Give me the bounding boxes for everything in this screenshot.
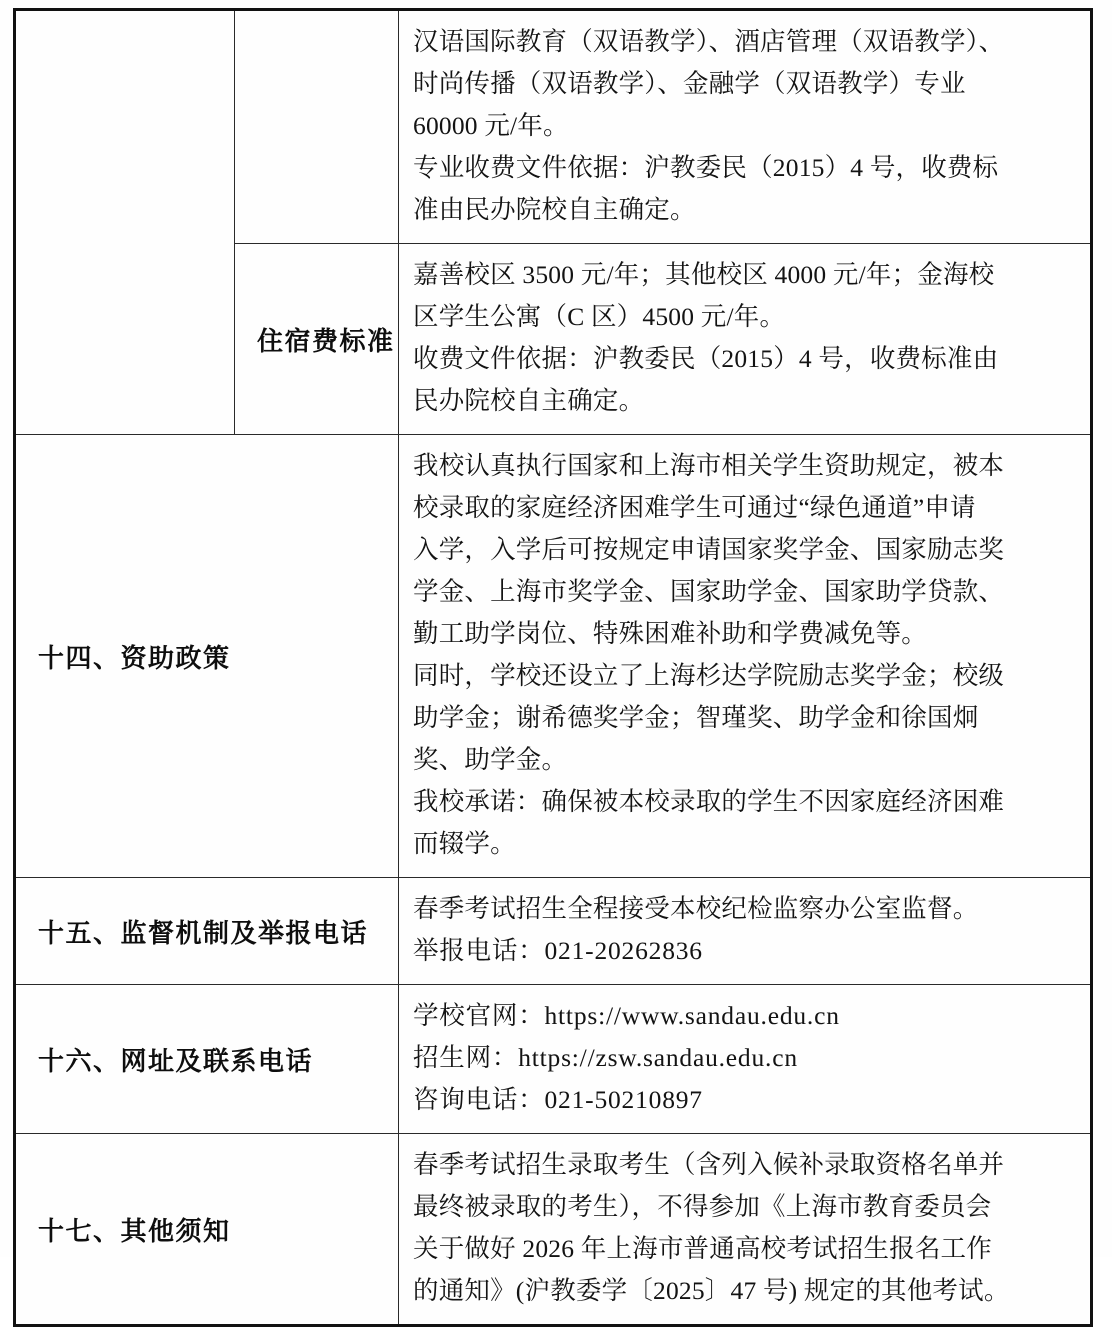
row-body-cell-financial-aid: [399, 435, 1092, 878]
row-sublabel-cell-dormitory: [235, 244, 399, 435]
row-body-cell-supervision: [399, 878, 1092, 985]
row-body-text-tuition: [399, 11, 1090, 243]
body-line: 春季考试招生录取考生（含列入候补录取资格名单并: [413, 1150, 1005, 1179]
row-body-text-dormitory: [399, 244, 1090, 434]
row-body-text-supervision: [399, 878, 1090, 984]
row-label-empty: [16, 11, 234, 27]
body-line: 时尚传播（双语教学）、金融学（双语教学）专业: [413, 69, 966, 98]
body-line: 汉语国际教育（双语教学）、酒店管理（双语教学）、: [413, 27, 1005, 56]
row-label-cell-other-notice: [15, 1134, 399, 1326]
table-row: [15, 435, 1092, 878]
row-label-other-notice: 十七、其他须知: [38, 1216, 231, 1246]
table-row: [15, 878, 1092, 985]
body-line-official-site: 学校官网：https://www.sandau.edu.cn: [413, 1001, 840, 1030]
body-line-report-phone: 举报电话：021-20262836: [413, 936, 703, 965]
body-line: 关于做好 2026 年上海市普通高校考试招生报名工作: [413, 1234, 992, 1263]
body-line: 专业收费文件依据：沪教委民（2015）4 号，收费标: [413, 153, 999, 182]
admissions-info-table: [13, 8, 1093, 1327]
row-body-text-other-notice: [399, 1134, 1090, 1324]
body-line: 校录取的家庭经济困难学生可通过“绿色通道”申请: [413, 493, 976, 522]
body-line: 嘉善校区 3500 元/年；其他校区 4000 元/年；金海校: [413, 260, 995, 289]
body-line: 勤工助学岗位、特殊困难补助和学费减免等。: [413, 619, 928, 648]
table-row: [15, 985, 1092, 1134]
row-body-cell-tuition: [399, 10, 1092, 244]
row-label-cell-financial-aid: [15, 435, 399, 878]
body-line: 的通知》(沪教委学〔2025〕47 号) 规定的其他考试。: [413, 1276, 1010, 1305]
table-row: [15, 10, 1092, 244]
body-line: 我校认真执行国家和上海市相关学生资助规定，被本: [413, 451, 1005, 480]
body-line: 准由民办院校自主确定。: [413, 195, 696, 224]
row-sublabel-empty: [235, 11, 398, 27]
row-body-text-financial-aid: [399, 435, 1090, 877]
body-line: 而辍学。: [413, 829, 516, 858]
body-line-admissions-site: 招生网：https://zsw.sandau.edu.cn: [413, 1043, 798, 1072]
table-row: [15, 1134, 1092, 1326]
row-label-website-contact: 十六、网址及联系电话: [38, 1046, 314, 1076]
body-line: 入学，入学后可按规定申请国家奖学金、国家励志奖: [413, 535, 1005, 564]
body-line: 学金、上海市奖学金、国家助学金、国家助学贷款、: [413, 577, 1005, 606]
row-sublabel-cell-tuition: [235, 10, 399, 244]
body-line: 60000 元/年。: [413, 111, 569, 140]
row-body-cell-other-notice: [399, 1134, 1092, 1326]
body-line: 最终被录取的考生），不得参加《上海市教育委员会: [413, 1192, 992, 1221]
row-label-cell-tuition-group: [15, 10, 235, 435]
body-line: 区学生公寓（C 区）4500 元/年。: [413, 302, 786, 331]
row-body-cell-dormitory: [399, 244, 1092, 435]
body-line: 我校承诺：确保被本校录取的学生不因家庭经济困难: [413, 787, 1005, 816]
body-line: 同时，学校还设立了上海杉达学院励志奖学金；校级: [413, 661, 1005, 690]
row-body-cell-website-contact: [399, 985, 1092, 1134]
body-line: 春季考试招生全程接受本校纪检监察办公室监督。: [413, 894, 979, 923]
row-label-cell-supervision: [15, 878, 399, 985]
body-line: 民办院校自主确定。: [413, 386, 645, 415]
body-line-contact-phone: 咨询电话：021-50210897: [413, 1085, 703, 1114]
row-body-text-website-contact: [399, 985, 1090, 1133]
body-line: 奖、助学金。: [413, 745, 568, 774]
body-line: 助学金；谢希德奖学金；智瑾奖、助学金和徐国炯: [413, 703, 979, 732]
row-sublabel-dormitory-fee: 住宿费标准: [257, 326, 395, 356]
row-label-supervision: 十五、监督机制及举报电话: [38, 918, 369, 948]
row-label-financial-aid: 十四、资助政策: [38, 643, 231, 673]
body-line: 收费文件依据：沪教委民（2015）4 号，收费标准由: [413, 344, 999, 373]
row-label-cell-website-contact: [15, 985, 399, 1134]
